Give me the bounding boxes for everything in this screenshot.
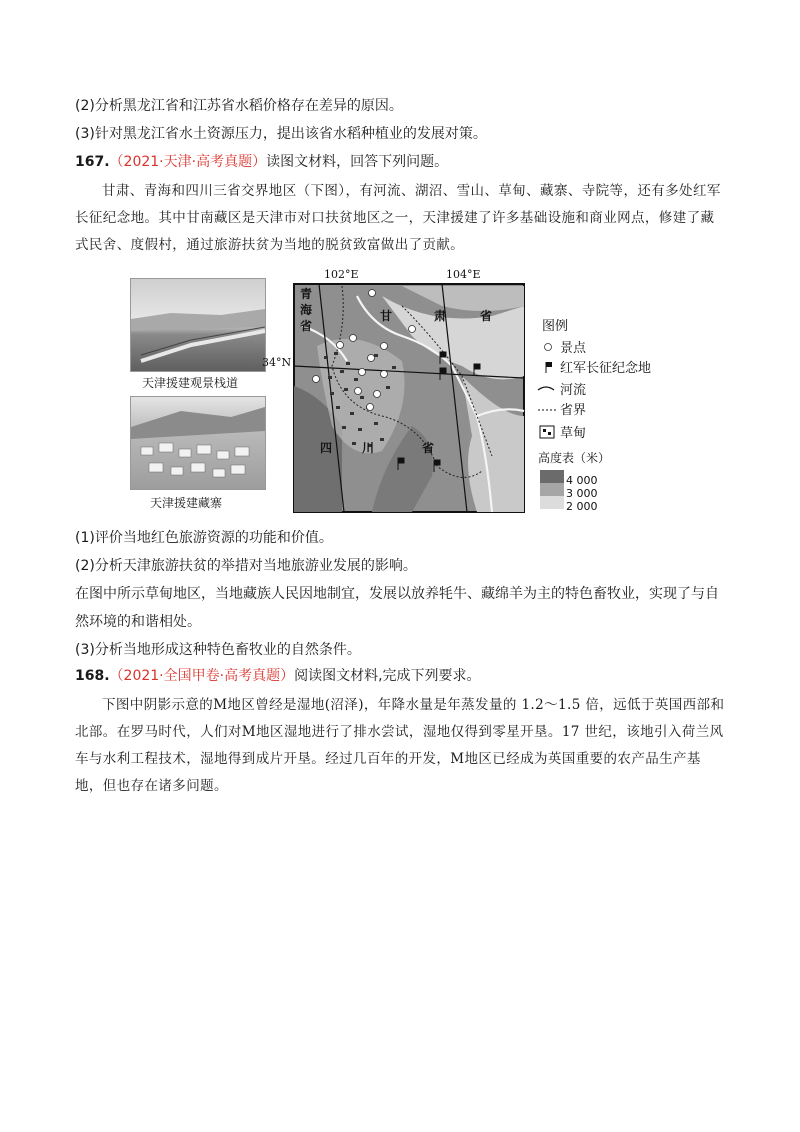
material-paragraph: 甘肃、青海和四川三省交界地区（下图），有河流、湖沼、雪山、草甸、藏寨、寺院等，还有多处红军长征纪念地。其中甘南藏区是天津市对口扶贫地区之一，天津援建了许多基础设施和商业网点，修建了藏式民舍、度假村，通过旅游扶贫为当地的脱贫致富做出了贡献。	[75, 183, 721, 253]
province-char: 甘	[380, 309, 393, 323]
province-char: 肃	[434, 309, 447, 323]
question-line: 在图中所示草甸地区，当地藏族人民因地制宜，发展以放养牦牛、藏绵羊为主的特色畜牧业，实现了与自	[75, 586, 719, 602]
question-instruction: 读图文材料，回答下列问题。	[266, 154, 449, 170]
question-line: (3)针对黑龙江省水土资源压力，提出该省水稻种植业的发展对策。	[75, 126, 487, 142]
question-line: (1)评价当地红色旅游资源的功能和价值。	[75, 530, 333, 546]
question-header	[75, 152, 448, 172]
province-char: 海	[300, 303, 313, 317]
province-char: 四	[320, 441, 333, 455]
province-char: 省	[480, 309, 493, 323]
question-line: 然环境的和谐相处。	[75, 614, 201, 630]
map	[262, 266, 678, 516]
province-char: 省	[300, 319, 313, 333]
elevation-value: 3 000	[566, 487, 598, 500]
photo-caption: 天津援建观景栈道	[142, 376, 239, 390]
photo-caption: 天津援建藏寨	[150, 496, 223, 510]
question-line: (3)分析当地形成这种特色畜牧业的自然条件。	[75, 642, 361, 658]
question-source: （2021·全国甲卷·高考真题）	[109, 668, 295, 684]
figure	[128, 266, 678, 516]
legend-item: 省界	[560, 403, 587, 418]
legend-title: 图例	[542, 319, 569, 334]
photo-tibetan-village	[130, 396, 266, 490]
elevation-value: 4 000	[566, 474, 598, 487]
legend-item: 河流	[560, 383, 587, 398]
question-number: 168.	[75, 668, 110, 684]
longitude-label: 102°E	[324, 268, 359, 281]
photo-boardwalk	[130, 278, 266, 372]
question-number: 167.	[75, 154, 110, 170]
elevation-value: 2 000	[566, 500, 598, 513]
question-instruction: 阅读图文材料,完成下列要求。	[294, 668, 481, 684]
material-paragraph: 下图中阴影示意的M地区曾经是湿地(沼泽)，年降水量是年蒸发量的 1.2～1.5 倍，远低于英国西部和北部。在罗马时代，人们对M地区湿地进行了排水尝试，湿地仅得到零星开垦。17 世纪，该地引入荷兰风车与水利工程技术，湿地得到成片开垦。经过几百年的开发，M地区已经成为英国重要的农产品生产基地，但也存在诸多问题。	[75, 697, 725, 794]
province-char: 川	[362, 441, 375, 455]
legend-item: 景点	[560, 341, 587, 356]
legend-item: 草甸	[560, 426, 587, 441]
question-line: (2)分析天津旅游扶贫的举措对当地旅游业发展的影响。	[75, 558, 417, 574]
question-line: (2)分析黑龙江省和江苏省水稻价格存在差异的原因。	[75, 98, 403, 114]
legend-item: 红军长征纪念地	[560, 361, 652, 376]
longitude-label: 104°E	[446, 268, 481, 281]
province-char: 省	[422, 441, 435, 455]
elevation-title: 高度表（米）	[538, 451, 611, 465]
question-source: （2021·天津·高考真题）	[109, 154, 267, 170]
question-header	[75, 666, 481, 686]
province-char: 青	[300, 287, 313, 301]
latitude-label: 34°N	[262, 356, 292, 369]
